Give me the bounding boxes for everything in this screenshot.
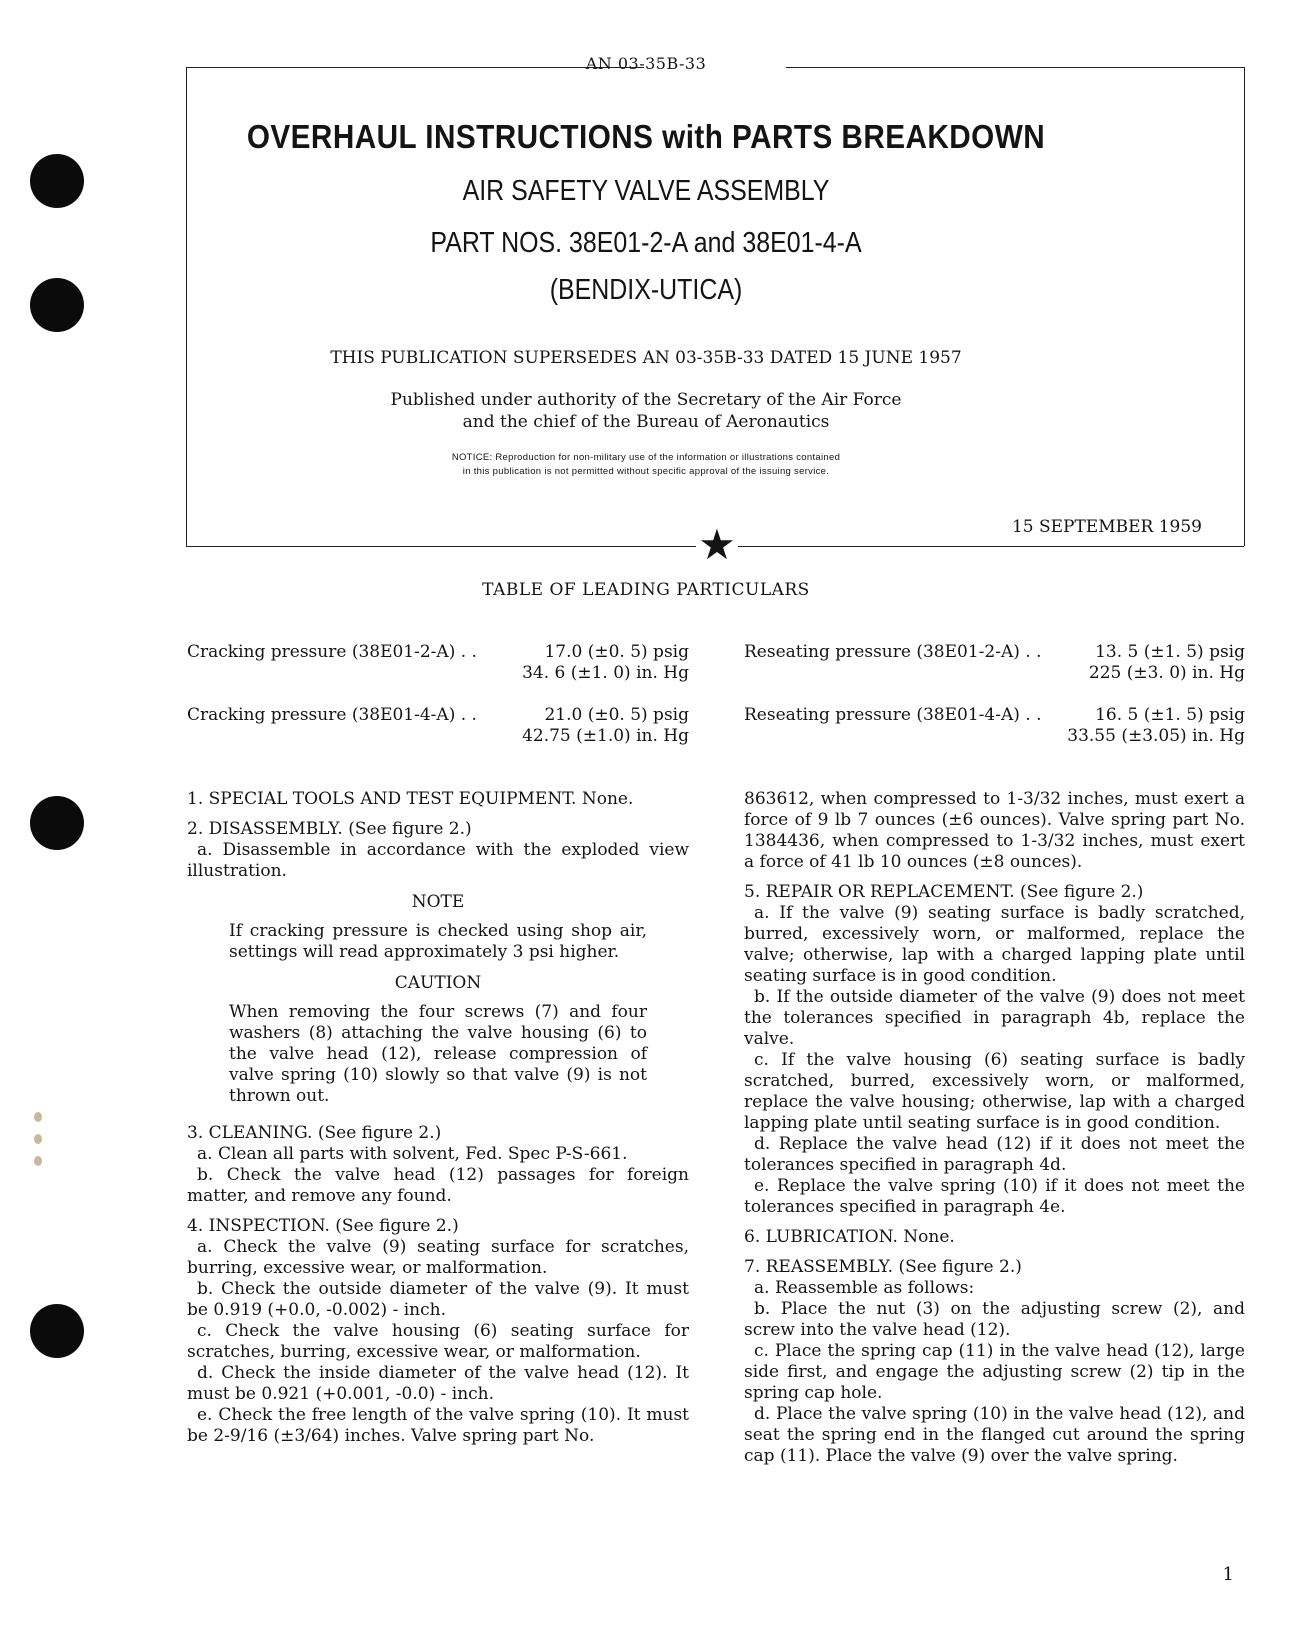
document-title: OVERHAUL INSTRUCTIONS with PARTS BREAKDOWN xyxy=(246,118,1046,155)
note-title: NOTE xyxy=(411,892,465,912)
section-5e: e. Replace the valve spring (10) if it does not meet the tolerances specified in paragraph 4e. xyxy=(744,1176,1245,1217)
section-5d: d. Replace the valve head (12) if it does not meet the tolerances specified in paragraph 4d. xyxy=(744,1134,1245,1175)
caution-title: CAUTION xyxy=(394,973,482,993)
particular-value: 21.0 (±0. 5) psig xyxy=(544,705,689,725)
particular-label: Reseating pressure (38E01-4-A) . . xyxy=(744,705,1042,725)
section-7a: a. Reassemble as follows: xyxy=(754,1278,975,1298)
section-6-heading: 6. LUBRICATION. None. xyxy=(744,1227,955,1247)
authority-line-1: Published under authority of the Secretary of the Air Force xyxy=(390,390,902,410)
particular-value: 33.55 (±3.05) in. Hg xyxy=(1067,726,1245,746)
caution-body: When removing the four screws (7) and four washers (8) attaching the valve housing (6) to the valve head (12), release compression of valve spring (10) slowly so that valve (9) is not thrown out. xyxy=(229,1002,647,1106)
particulars-heading: TABLE OF LEADING PARTICULARS xyxy=(482,580,810,600)
particular-value: 225 (±3. 0) in. Hg xyxy=(1088,663,1245,683)
reproduction-notice-line-2: in this publication is not permitted without specific approval of the issuing service. xyxy=(462,466,830,477)
section-7d: d. Place the valve spring (10) in the valve head (12), and seat the spring end in the flanged cut around the spring cap (11). Place the valve (9) over the valve spring. xyxy=(744,1404,1245,1466)
left-column xyxy=(187,789,689,1447)
binder-hole-2 xyxy=(30,278,84,332)
particular-value: 17.0 (±0. 5) psig xyxy=(544,642,689,662)
document-subtitle: AIR SAFETY VALVE ASSEMBLY xyxy=(462,175,830,207)
particular-row xyxy=(744,642,1245,684)
section-3a: a. Clean all parts with solvent, Fed. Spec P-S-661. xyxy=(197,1144,628,1164)
supersedes-notice: THIS PUBLICATION SUPERSEDES AN 03-35B-33 DATED 15 JUNE 1957 xyxy=(330,348,962,368)
section-4c: c. Check the valve housing (6) seating surface for scratches, burring, excessive wear, or malformation. xyxy=(187,1321,689,1362)
section-5b: b. If the outside diameter of the valve (9) does not meet the tolerances specified in paragraph 4b, replace the valve. xyxy=(744,987,1245,1049)
note-body: If cracking pressure is checked using shop air, settings will read approximately 3 psi higher. xyxy=(229,921,647,962)
section-2-heading: 2. DISASSEMBLY. (See figure 2.) xyxy=(187,819,472,839)
binder-hole-4 xyxy=(30,1304,84,1358)
particular-row xyxy=(187,642,689,684)
section-3-heading: 3. CLEANING. (See figure 2.) xyxy=(187,1123,442,1143)
section-5a: a. If the valve (9) seating surface is badly scratched, burred, excessively worn, or malformed, replace the valve; otherwise, lap with a charged lapping plate until seating surface is in good condition. xyxy=(744,903,1245,986)
right-column xyxy=(744,789,1245,1467)
section-4d: d. Check the inside diameter of the valve head (12). It must be 0.921 (+0.001, -0.0) - inch. xyxy=(187,1363,689,1404)
particular-row xyxy=(744,705,1245,747)
scan-speck xyxy=(34,1134,42,1144)
particular-label: Cracking pressure (38E01-4-A) . . xyxy=(187,705,477,725)
section-2a: a. Disassemble in accordance with the exploded view illustration. xyxy=(187,840,689,881)
frame-bottom-rule-right xyxy=(738,546,1244,547)
section-7-heading: 7. REASSEMBLY. (See figure 2.) xyxy=(744,1257,1022,1277)
section-4b: b. Check the outside diameter of the valve (9). It must be 0.919 (+0.0, -0.002) - inch. xyxy=(187,1279,689,1320)
publication-date: 15 SEPTEMBER 1959 xyxy=(1011,517,1202,537)
section-3b: b. Check the valve head (12) passages for foreign matter, and remove any found. xyxy=(187,1165,689,1206)
binder-hole-3 xyxy=(30,796,84,850)
binder-hole-1 xyxy=(30,154,84,208)
particular-value: 16. 5 (±1. 5) psig xyxy=(1095,705,1245,725)
star-icon: ★ xyxy=(698,520,736,569)
section-4e-continued: 863612, when compressed to 1-3/32 inches, must exert a force of 9 lb 7 ounces (±6 ounces). Valve spring part No. 1384436, when compressed to 1-3/32 inches, must exert a force of 41 lb 10 ounces (±8 ounces). xyxy=(744,789,1245,872)
particular-value: 13. 5 (±1. 5) psig xyxy=(1095,642,1245,662)
section-5-heading: 5. REPAIR OR REPLACEMENT. (See figure 2.) xyxy=(744,882,1144,902)
document-id: AN 03-35B-33 xyxy=(585,54,707,73)
part-numbers: PART NOS. 38E01-2-A and 38E01-4-A xyxy=(430,227,862,259)
section-7b: b. Place the nut (3) on the adjusting screw (2), and screw into the valve head (12). xyxy=(744,1299,1245,1340)
particular-value: 34. 6 (±1. 0) in. Hg xyxy=(522,663,689,683)
scan-speck xyxy=(34,1156,42,1166)
particular-row xyxy=(187,705,689,747)
authority-line-2: and the chief of the Bureau of Aeronautics xyxy=(462,412,830,432)
section-4a: a. Check the valve (9) seating surface for scratches, burring, excessive wear, or malformation. xyxy=(187,1237,689,1278)
manufacturer: (BENDIX-UTICA) xyxy=(549,274,743,306)
scan-speck xyxy=(34,1112,42,1122)
section-5c: c. If the valve housing (6) seating surface is badly scratched, burred, excessively worn, or malformed, replace the valve housing; otherwise, lap with a charged lapping plate until seating surface is in good condition. xyxy=(744,1050,1245,1133)
section-4-heading: 4. INSPECTION. (See figure 2.) xyxy=(187,1216,459,1236)
section-7c: c. Place the spring cap (11) in the valve head (12), large side first, and engage the adjusting screw (2) tip in the spring cap hole. xyxy=(744,1341,1245,1403)
particular-value: 42.75 (±1.0) in. Hg xyxy=(522,726,689,746)
frame-bottom-rule-left xyxy=(186,546,696,547)
particular-label: Reseating pressure (38E01-2-A) . . xyxy=(744,642,1042,662)
section-4e: e. Check the free length of the valve spring (10). It must be 2-9/16 (±3/64) inches. Valve spring part No. xyxy=(187,1405,689,1446)
page-number: 1 xyxy=(1222,1564,1234,1585)
particular-label: Cracking pressure (38E01-2-A) . . xyxy=(187,642,477,662)
reproduction-notice-line-1: NOTICE: Reproduction for non-military use of the information or illustrations contained xyxy=(451,452,841,463)
section-1-heading: 1. SPECIAL TOOLS AND TEST EQUIPMENT. None. xyxy=(187,789,634,809)
